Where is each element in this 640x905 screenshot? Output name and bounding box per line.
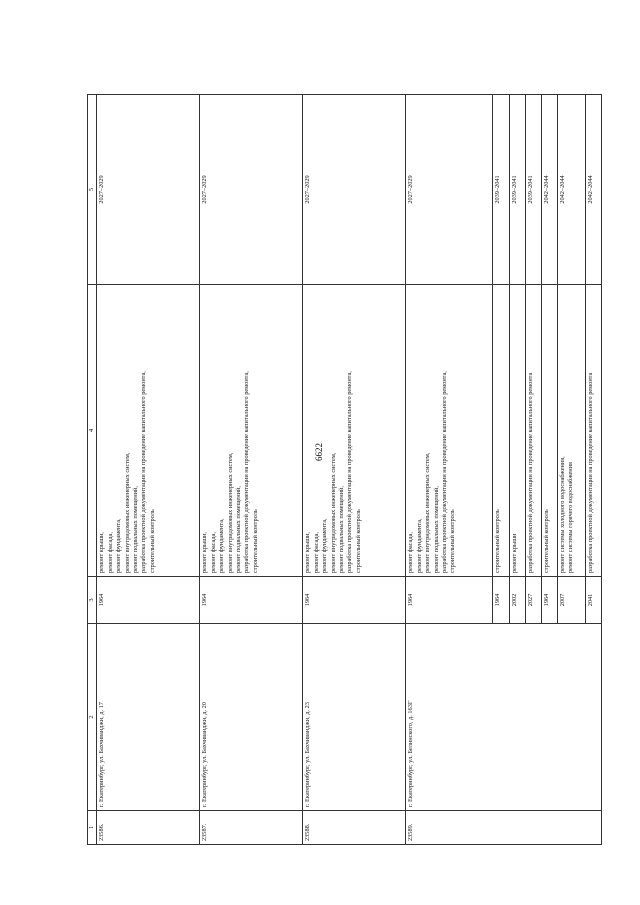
table-stage [87, 95, 602, 845]
sub-works: строительный контроль [541, 285, 557, 577]
sub-works: ремонт крыши [509, 285, 525, 577]
repair-schedule-table [87, 94, 602, 845]
col-header-5: 5 [88, 95, 97, 285]
table-row [406, 95, 493, 845]
address-cell: г. Екатеринбург, ул. Бахчиванджи, д. 17 [97, 624, 200, 811]
sub-year: 1964 [541, 577, 557, 624]
address-cell: г. Екатеринбург, ул. Белинского, д. 163Г [406, 624, 602, 811]
works-cell: ремонт крыши, ремонт фасада, ремонт фундамента, ремонт внутридомовых инженерных систем, ремонт подвальных помещений, разработка проектной документации на проведение капитального ремонта, строительный контроль [97, 285, 200, 577]
sub-works: разработка проектной документации на проведение капитального ремонта [585, 285, 601, 577]
row-number: 23588. [303, 811, 406, 845]
year-cell: 1964 [406, 577, 493, 624]
row-number: 23589. [406, 811, 602, 845]
row-number: 23586. [97, 811, 200, 845]
period-cell: 2027–2029 [200, 95, 303, 285]
works-cell: ремонт крыши, ремонт фасада, ремонт фундамента, ремонт внутридомовых инженерных систем, ремонт подвальных помещений, разработка проектной документации на проведение капитального ремонта, строительный контроль [200, 285, 303, 577]
year-cell: 1964 [200, 577, 303, 624]
sub-period: 2039–2041 [525, 95, 541, 285]
sub-works: ремонт системы холодного водоснабжения, ремонт системы горячего водоснабжения [557, 285, 585, 577]
row-number: 23587. [200, 811, 303, 845]
col-header-4: 4 [88, 285, 97, 577]
year-cell: 1964 [97, 577, 200, 624]
col-header-1: 1 [88, 811, 97, 845]
sub-year: 2007 [557, 577, 585, 624]
address-cell: г. Екатеринбург, ул. Бахчиванджи, д. 23 [303, 624, 406, 811]
works-cell: ремонт фасада, ремонт фундамента, ремонт внутридомовых инженерных систем, ремонт подвальных помещений, разработка проектной документации на проведение капитального ремонта, строительный контроль [406, 285, 493, 577]
period-cell: 2027–2029 [97, 95, 200, 285]
table-row [200, 95, 303, 845]
address-cell: г. Екатеринбург, ул. Бахчиванджи, д. 20 [200, 624, 303, 811]
period-cell: 2027–2029 [406, 95, 493, 285]
sub-period: 2039–2041 [509, 95, 525, 285]
works-cell: ремонт крыши, ремонт фасада, ремонт фундамента, ремонт внутридомовых инженерных систем, ремонт подвальных помещений, разработка проектной документации на проведение капитального ремонта, строительный контроль [303, 285, 406, 577]
period-cell: 2027–2029 [303, 95, 406, 285]
year-cell: 1964 [303, 577, 406, 624]
table-row [97, 95, 200, 845]
col-header-3: 3 [88, 577, 97, 624]
sub-period: 2042–2044 [557, 95, 585, 285]
sub-works: строительный контроль [493, 285, 509, 577]
table-row [303, 95, 406, 845]
sub-period: 2042–2044 [585, 95, 601, 285]
sub-year: 2041 [585, 577, 601, 624]
header-row [88, 95, 97, 845]
col-header-2: 2 [88, 624, 97, 811]
sub-works: разработка проектной документации на проведение капитального ремонта [525, 285, 541, 577]
sub-year: 2002 [509, 577, 525, 624]
sub-year: 2027 [525, 577, 541, 624]
sub-period: 2042–2044 [541, 95, 557, 285]
sub-period: 2039–2041 [493, 95, 509, 285]
sub-year: 1964 [493, 577, 509, 624]
page-number: 6622 [314, 443, 324, 461]
